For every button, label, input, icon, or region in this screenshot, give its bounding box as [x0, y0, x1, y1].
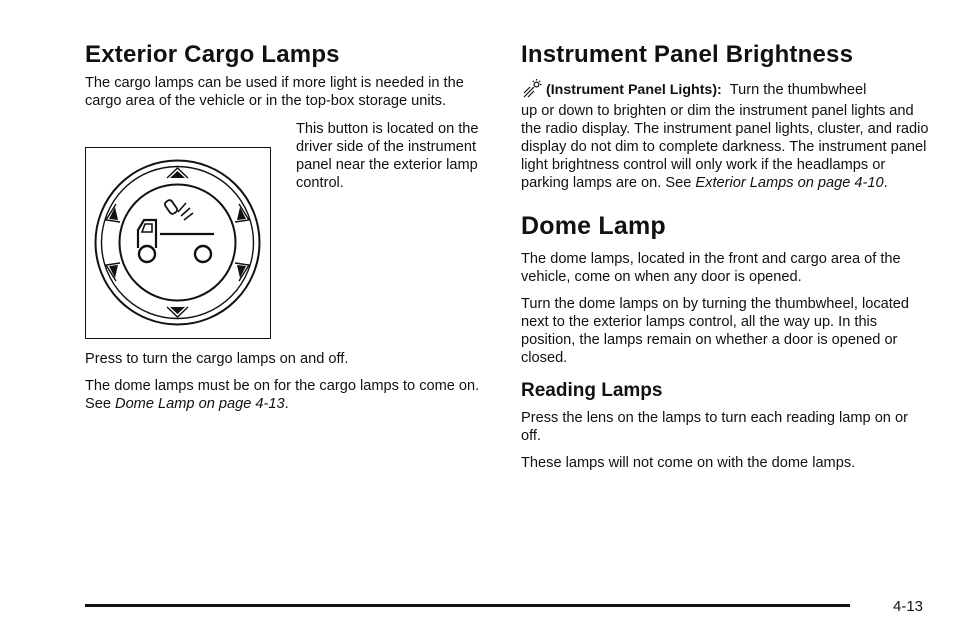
ipl-definition-line [521, 82, 931, 100]
cargo-lamp-figure [85, 147, 271, 339]
exterior-lamps-page-ref[interactable]: Exterior Lamps on page 4-10 [695, 175, 884, 191]
cargo-lamp-button-icon [86, 148, 269, 337]
page-number: 4-13 [893, 598, 924, 615]
ipl-lead-text: Turn the thumbwheel [729, 82, 867, 98]
dome-note-text: The dome lamps must be on for the cargo lamps to come on. See [85, 378, 480, 412]
reading-lamps-para-2: These lamps will not come on with the dome lamps. [521, 455, 856, 471]
cargo-dome-note [85, 377, 490, 413]
cargo-intro-text: The cargo lamps can be used if more light is needed in the cargo area of the vehicle or in the top-box storage units. [85, 75, 464, 109]
ipl-body-end: . [883, 175, 888, 191]
reading-lamps-para-1: Press the lens on the lamps to turn each reading lamp on or off. [521, 410, 908, 444]
dome-lamp-heading: Dome Lamp [521, 212, 666, 240]
left-column [85, 40, 490, 413]
dome-lamp-para-2: Turn the dome lamps on by turning the thumbwheel, located next to the exterior lamps control, all the way up. In this position, the lamps remain on whether a door is opened or closed. [521, 296, 910, 366]
ipl-body-text [521, 102, 931, 192]
reading-lamps-heading: Reading Lamps [521, 380, 663, 401]
instrument-panel-lights-icon [521, 78, 543, 100]
ipl-term-label: (Instrument Panel Lights): [546, 82, 722, 98]
dome-lamp-page-ref[interactable]: Dome Lamp on page 4-13 [115, 396, 285, 412]
cargo-figure-caption: This button is located on the driver side of the instrument panel near the exterior lamp control. [296, 121, 479, 191]
footer-rule [85, 604, 850, 607]
cargo-press-text: Press to turn the cargo lamps on and off. [85, 351, 349, 367]
dome-note-end: . [284, 396, 289, 412]
right-column [521, 40, 931, 472]
cargo-figure-row [85, 120, 490, 352]
exterior-cargo-lamps-heading: Exterior Cargo Lamps [85, 41, 340, 68]
dome-lamp-para-1: The dome lamps, located in the front and cargo area of the vehicle, come on when any door is opened. [521, 251, 901, 285]
instrument-panel-brightness-heading: Instrument Panel Brightness [521, 41, 854, 68]
ipl-body-main: up or down to brighten or dim the instrument panel lights and the radio display. The instrument panel lights, cluster, and radio display do not dim to complete darkness. The instrument panel light brightness control will only work if the headlamps or parking lamps are on. See [521, 103, 929, 191]
